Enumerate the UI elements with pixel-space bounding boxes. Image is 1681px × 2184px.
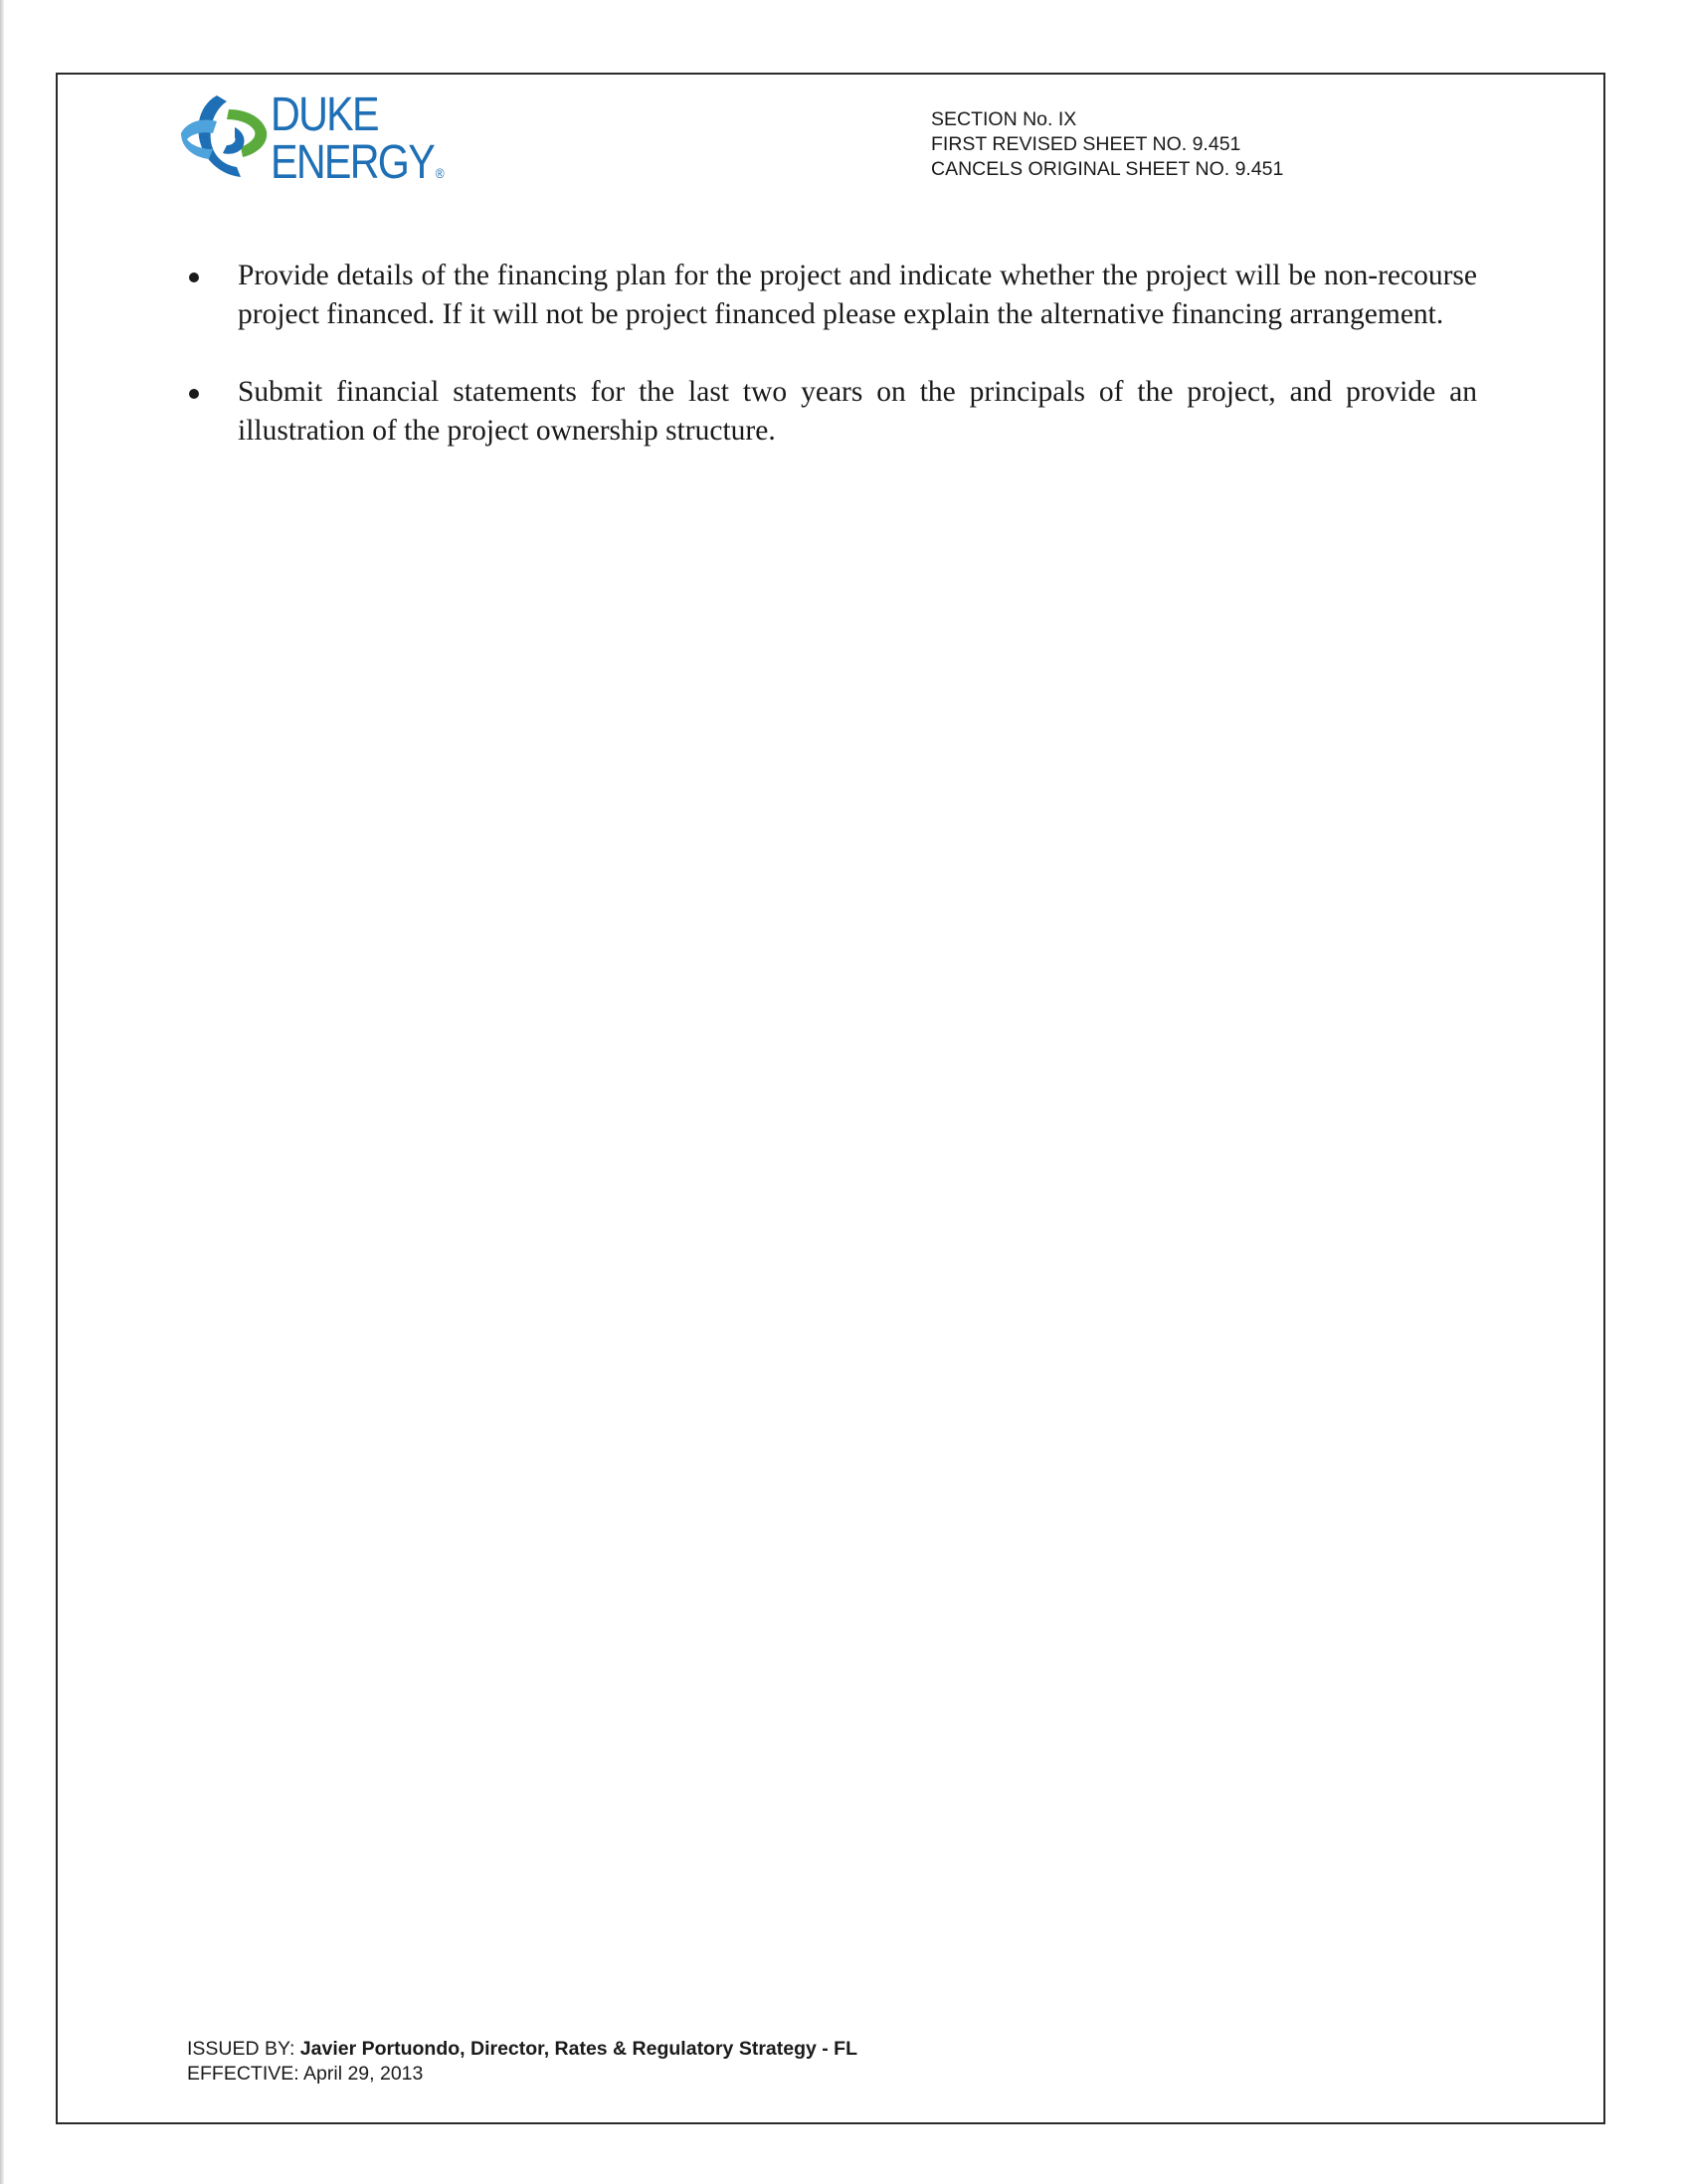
duke-energy-wordmark <box>271 91 445 197</box>
issued-by-label: ISSUED BY: <box>187 2038 295 2060</box>
scan-edge <box>0 0 4 2184</box>
registered-mark: ® <box>435 165 445 181</box>
list-item <box>189 373 1477 451</box>
sheet-header <box>931 107 1283 182</box>
cancels-sheet-number: CANCELS ORIGINAL SHEET NO. 9.451 <box>931 158 1284 180</box>
logo-energy-text: ENERGY <box>271 136 435 189</box>
requirements-list <box>189 257 1477 489</box>
duke-energy-logo <box>177 88 466 187</box>
section-number: SECTION No. IX <box>931 108 1077 130</box>
duke-energy-logo-mark-icon <box>177 88 273 187</box>
logo-line-duke: DUKE <box>271 89 378 141</box>
bullet-icon <box>189 389 199 399</box>
list-item-text: Submit financial statements for the last two years on the principals of the project, and provide an illustration of the project ownership structure. <box>238 376 1477 447</box>
list-item <box>189 257 1477 334</box>
effective-date: April 29, 2013 <box>303 2063 424 2085</box>
revised-sheet-number: FIRST REVISED SHEET NO. 9.451 <box>931 133 1241 155</box>
list-item-text: Provide details of the financing plan for the project and indicate whether the project will be non-recourse project financed. If it will not be project financed please explain the alternative financing arrangement. <box>238 260 1477 330</box>
effective-label: EFFECTIVE: <box>187 2063 299 2085</box>
logo-line-energy <box>271 136 445 197</box>
bullet-icon <box>189 273 199 282</box>
footer <box>187 2037 857 2087</box>
issued-by-line <box>187 2037 857 2062</box>
effective-line <box>187 2062 857 2087</box>
issued-by-value: Javier Portuondo, Director, Rates & Regulatory Strategy - FL <box>299 2038 858 2060</box>
